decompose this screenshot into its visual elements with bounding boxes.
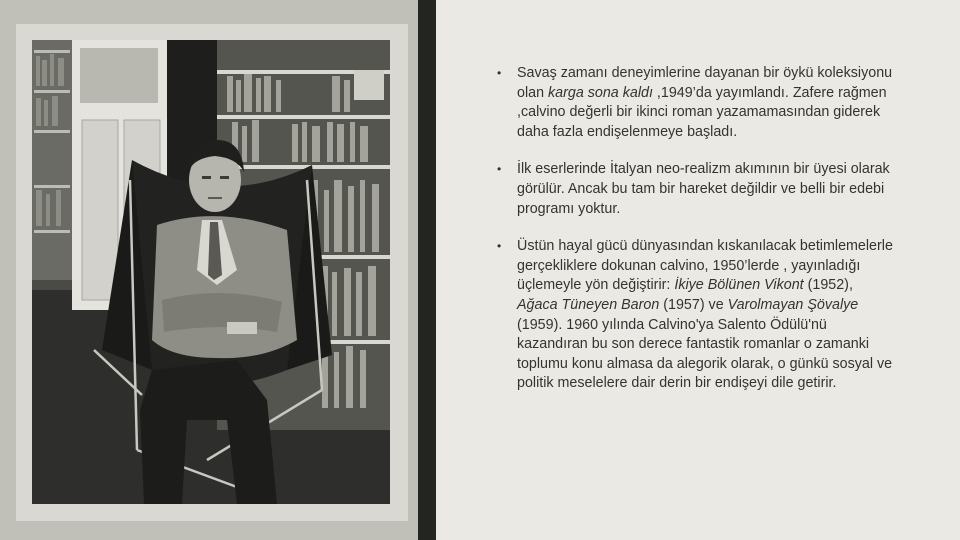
- text-run: (1952),: [803, 277, 853, 294]
- bullet-symbol: •: [497, 66, 502, 80]
- bullet-item: [497, 237, 897, 394]
- author-portrait-photo: [32, 40, 390, 504]
- vertical-divider: [418, 0, 436, 540]
- text-run: (1957) ve: [659, 296, 728, 313]
- bullet-text: [517, 65, 892, 140]
- italic-title: karga sona kaldı: [548, 84, 653, 101]
- bullet-item: [497, 64, 897, 142]
- italic-title: İkiye Bölünen Vikont: [674, 277, 804, 294]
- portrait-photo-illustration: [32, 40, 390, 504]
- bullet-text: [517, 161, 890, 216]
- text-run: (1959). 1960 yılında Calvino'ya Salento Ödülü'nü kazandıran bu son derece fantastik romanlar o zamanki toplumu konu almasa da alegorik olarak, o günkü sosyal ve politik meselelere dair derin bir endişeyi dile getirir.: [517, 316, 893, 392]
- text-run: Savaş zamanı deneyimlerine dayanan bir öykü koleksiyonu olan: [517, 65, 893, 101]
- italic-title: Ağaca Tüneyen Baron: [517, 296, 660, 313]
- bullet-item: [497, 160, 897, 219]
- bullet-symbol: •: [497, 239, 502, 254]
- text-run: ,1949’da yayımlandı. Zafere rağmen ,calvino değerli bir ikinci roman yazamamasından giderek daha fazla endişelenmeye başladı.: [517, 84, 887, 140]
- italic-title: Varolmayan Şövalye: [727, 296, 859, 313]
- bullet-symbol: •: [497, 162, 502, 177]
- bullet-list: [497, 64, 897, 394]
- text-run: Üstün hayal gücü dünyasından kıskanılacak betimlemelerle gerçekliklere dokunan calvino, 1950’lerde , yayınladığı üçlemeyle yön değiştirir:: [517, 238, 893, 294]
- text-run: İlk eserlerinde İtalyan neo-realizm akımının bir üyesi olarak görülür. Ancak bu tam bir hareket değildir ve belli bir edebi programı yoktur.: [517, 161, 890, 217]
- bullet-text: [517, 238, 893, 391]
- slide-content: [497, 64, 897, 412]
